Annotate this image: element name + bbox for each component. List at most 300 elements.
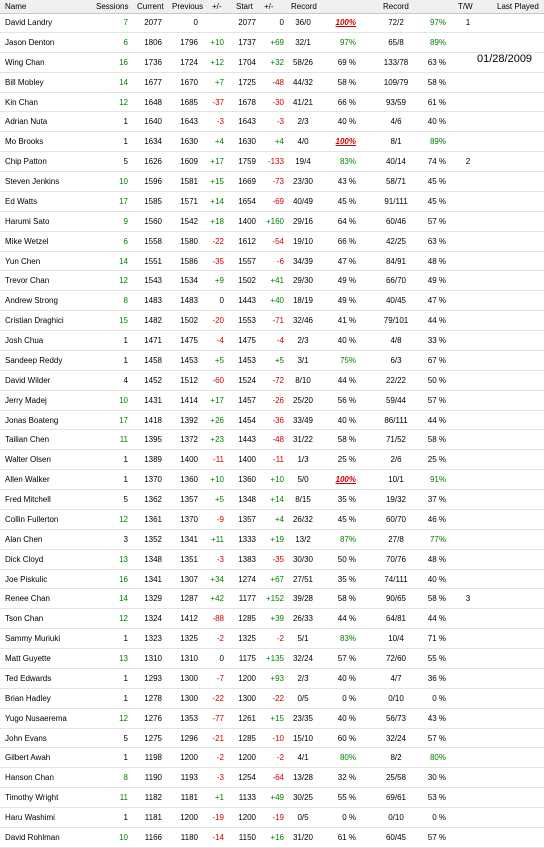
cell-record: 26/32 [292,514,314,524]
cell-sessions: 1 [123,634,128,644]
cell-current: 1626 [144,157,162,167]
cell-record2: 58/71 [385,177,407,186]
cell-delta2: +152 [265,594,284,604]
cell-pct2: 74 % [427,157,446,167]
table-row[interactable] [0,768,544,788]
cell-previous: 1586 [180,256,198,266]
cell-start: 1454 [238,415,256,425]
cell-current: 1596 [144,177,162,186]
cell-pct2: 44 % [427,415,446,425]
cell-sessions: 13 [119,554,128,564]
cell-record2: 4/7 [390,673,402,683]
cell-delta: -60 [212,375,224,385]
cell-start: 1453 [238,355,256,365]
cell-start: 1285 [238,614,256,624]
cell-pct2: 33 % [427,336,446,345]
cell-current: 1483 [144,296,162,306]
table-row[interactable] [0,13,544,33]
table-row[interactable] [0,589,544,609]
cell-previous: 1475 [180,336,198,345]
table-header [0,0,544,14]
cell-name: Haru Washimi [5,813,55,822]
cell-record2: 70/76 [385,554,407,564]
cell-sessions: 12 [119,514,128,524]
table-row[interactable] [0,808,544,828]
cell-pct1: 49 % [337,276,356,286]
cell-delta2: +4 [274,137,284,147]
header-delta[interactable]: +/- [212,2,222,11]
table-row[interactable] [0,411,544,431]
cell-record: 4/0 [297,137,309,147]
cell-pct2: 40 % [427,574,446,584]
cell-name: Renee Chan [5,594,50,604]
cell-pct1: 35 % [337,574,356,584]
cell-delta: +7 [214,77,224,87]
cell-name: David Landry [5,18,53,27]
header-name[interactable]: Name [5,2,27,11]
cell-delta2: +4 [274,514,284,524]
cell-name: Tson Chan [5,614,44,624]
table-row[interactable] [0,371,544,391]
table-row[interactable] [0,510,544,530]
cell-record2: 32/24 [385,733,407,743]
cell-previous: 1534 [180,276,198,286]
cell-record2: 72/2 [388,18,404,27]
table-row[interactable] [0,93,544,113]
report-date: 01/28/2009 [477,53,533,65]
cell-name: Collin Fullerton [5,514,59,524]
table-row[interactable] [0,788,544,808]
cell-record: 27/51 [292,574,314,584]
cell-pct2: 57 % [427,733,446,743]
table-row[interactable] [0,271,544,291]
cell-sessions: 17 [119,415,128,425]
cell-current: 1560 [144,216,162,226]
table-row[interactable] [0,430,544,450]
cell-current: 1806 [144,37,162,47]
cell-start: 1348 [238,495,256,504]
cell-pct2: 45 % [427,177,446,186]
table-row[interactable] [0,748,544,768]
cell-pct1: 69 % [337,57,356,67]
cell-sessions: 1 [123,693,128,703]
cell-delta2: +14 [270,495,284,504]
cell-record2: 0/10 [388,813,404,822]
header-current[interactable]: Current [137,2,164,11]
cell-start: 1443 [238,435,256,445]
cell-delta: +14 [210,196,224,206]
cell-pct1: 0 % [342,813,356,822]
cell-record2: 91/111 [384,196,408,206]
cell-sessions: 6 [123,236,128,246]
cell-delta2: -11 [273,455,284,465]
cell-delta: -3 [216,117,224,127]
cell-delta2: -48 [272,435,284,445]
cell-previous: 1310 [180,654,198,663]
cell-delta2: -3 [276,117,284,127]
cell-sessions: 16 [119,57,128,67]
cell-record: 23/30 [292,177,314,186]
cell-name: Sammy Muriuki [5,634,61,644]
cell-start: 1200 [238,753,256,763]
cell-delta2: -22 [272,693,284,703]
cell-previous: 1502 [180,316,198,326]
table-row[interactable] [0,331,544,351]
cell-record: 8/15 [295,495,311,504]
cell-start: 1612 [238,236,256,246]
table-row[interactable] [0,470,544,490]
cell-record2: 71/52 [385,435,407,445]
cell-delta: -4 [216,336,224,345]
table-row[interactable] [0,689,544,709]
table-row[interactable] [0,530,544,550]
table-row[interactable] [0,212,544,232]
cell-pct1: 43 % [337,177,356,186]
cell-pct1: 49 % [337,296,356,306]
cell-delta: -3 [216,554,224,564]
cell-start: 1200 [238,813,256,822]
cell-record: 0/5 [297,693,309,703]
cell-delta2: +15 [270,713,284,723]
cell-name: Mike Wetzel [5,236,49,246]
cell-delta2: -54 [272,236,284,246]
cell-record: 32/1 [295,37,311,47]
cell-pct2: 53 % [427,793,446,803]
cell-pct2: 55 % [427,654,446,663]
cell-previous: 1287 [180,594,198,604]
cell-current: 1323 [144,634,162,644]
cell-previous: 1181 [180,793,198,803]
cell-name: Kin Chan [5,97,38,107]
cell-current: 1166 [144,832,162,842]
cell-previous: 1670 [180,77,198,87]
cell-pct1: 40 % [337,336,356,345]
table-row[interactable] [0,351,544,371]
cell-current: 1431 [144,395,162,405]
cell-delta2: 0 [279,18,284,27]
cell-sessions: 5 [123,157,128,167]
cell-delta2: -36 [272,415,284,425]
cell-name: Adrian Nuta [5,117,48,127]
table-row[interactable] [0,152,544,172]
cell-name: Steven Jenkins [5,177,60,186]
cell-start: 1557 [238,256,256,266]
cell-pct2: 58 % [427,77,446,87]
table-row[interactable] [0,609,544,629]
cell-record: 23/35 [292,713,314,723]
cell-delta2: -26 [272,395,284,405]
cell-pct1: 64 % [337,216,356,226]
cell-record: 2/3 [297,673,309,683]
cell-pct1: 47 % [337,256,356,266]
cell-pct2: 48 % [427,256,446,266]
cell-start: 1383 [238,554,256,564]
cell-previous: 1193 [180,773,198,783]
cell-previous: 1483 [180,296,198,306]
cell-current: 1348 [144,554,162,564]
cell-name: Andrew Strong [5,296,58,306]
cell-record2: 56/73 [385,713,407,723]
table-row[interactable] [0,828,544,848]
header-record2[interactable]: Record [383,2,409,11]
cell-delta: 0 [219,296,224,306]
cell-sessions: 10 [119,177,128,186]
cell-start: 1457 [238,395,256,405]
cell-delta: +5 [214,495,224,504]
table-row[interactable] [0,669,544,689]
cell-name: John Evans [5,733,47,743]
cell-sessions: 14 [119,256,128,266]
cell-delta: -11 [213,455,224,465]
cell-name: Fred Mitchell [5,495,51,504]
cell-record: 13/28 [292,773,314,783]
cell-delta: -22 [212,693,224,703]
cell-pct2: 0 % [432,813,446,822]
cell-record2: 133/78 [383,57,409,67]
cell-record: 13/2 [295,534,311,544]
cell-name: Josh Chua [5,336,44,345]
cell-name: Mo Brooks [5,137,44,147]
cell-record2: 2/6 [390,455,402,465]
cell-sessions: 1 [123,673,128,683]
cell-previous: 1300 [180,673,198,683]
cell-pct2: 97% [429,18,446,27]
cell-pct1: 87% [339,534,356,544]
cell-start: 1654 [238,196,256,206]
cell-delta2: +10 [270,475,284,485]
cell-pct1: 41 % [337,316,356,326]
cell-delta: -19 [212,813,224,822]
cell-pct2: 77% [429,534,446,544]
cell-record2: 84/91 [385,256,407,266]
cell-pct2: 63 % [427,236,446,246]
cell-record: 15/10 [292,733,314,743]
table-row[interactable] [0,33,544,53]
cell-pct2: 57 % [427,395,446,405]
cell-record: 34/39 [292,256,314,266]
cell-pct1: 66 % [337,236,356,246]
cell-start: 1643 [238,117,256,127]
cell-current: 1677 [144,77,162,87]
cell-previous: 1453 [180,355,198,365]
cell-record: 2/3 [297,336,309,345]
cell-start: 1725 [238,77,256,87]
cell-start: 1261 [238,713,256,723]
cell-pct1: 35 % [337,495,356,504]
cell-pct2: 58 % [427,435,446,445]
cell-delta2: -73 [272,177,284,186]
cell-name: Gilbert Awah [5,753,51,763]
cell-start: 1524 [238,375,256,385]
cell-delta: -20 [212,316,224,326]
header-tw[interactable]: T/W [458,2,473,11]
table-row[interactable] [0,450,544,470]
cell-delta: -7 [216,673,224,683]
cell-start: 1133 [238,793,256,803]
cell-name: Jerry Madej [5,395,47,405]
cell-start: 1759 [238,157,256,167]
table-row[interactable] [0,629,544,649]
cell-sessions: 1 [123,813,128,822]
cell-delta: -3 [216,773,224,783]
cell-record: 44/32 [292,77,314,87]
cell-pct2: 67 % [427,355,446,365]
table-row[interactable] [0,112,544,132]
cell-sessions: 8 [123,773,128,783]
cell-delta2: -2 [276,753,284,763]
table-row[interactable] [0,709,544,729]
cell-pct2: 37 % [427,495,446,504]
cell-record: 31/22 [292,435,314,445]
cell-record: 39/28 [292,594,314,604]
cell-pct2: 57 % [427,832,446,842]
cell-pct1: 56 % [337,395,356,405]
cell-delta2: +93 [270,673,284,683]
cell-current: 1275 [144,733,162,743]
cell-previous: 1580 [180,236,198,246]
cell-sessions: 1 [123,475,128,485]
cell-pct1: 50 % [337,554,356,564]
cell-delta2: +69 [270,37,284,47]
cell-name: Matt Guyette [5,654,51,663]
cell-pct1: 58 % [337,77,356,87]
header-delta2[interactable]: +/- [264,2,274,11]
cell-delta: +23 [210,435,224,445]
cell-previous: 0 [193,18,198,27]
table-row[interactable] [0,570,544,590]
cell-delta: -88 [212,614,224,624]
table-row[interactable] [0,132,544,152]
cell-delta: +18 [210,216,224,226]
cell-current: 1370 [144,475,162,485]
header-previous[interactable]: Previous [172,2,204,11]
cell-current: 1543 [144,276,162,286]
cell-record2: 69/61 [385,793,407,803]
table-row[interactable] [0,53,544,73]
cell-pct2: 91% [429,475,446,485]
cell-start: 1300 [238,693,256,703]
cell-pct1: 45 % [337,196,356,206]
cell-previous: 1685 [180,97,198,107]
cell-record: 0/5 [297,813,309,822]
cell-previous: 1300 [180,693,198,703]
cell-record2: 79/101 [383,316,409,326]
cell-previous: 1796 [180,37,198,47]
cell-delta2: -71 [272,316,284,326]
table-row[interactable] [0,252,544,272]
cell-pct1: 75% [339,355,356,365]
cell-previous: 1392 [180,415,198,425]
cell-pct2: 48 % [427,554,446,564]
header-record[interactable]: Record [291,2,317,11]
cell-record2: 60/70 [385,514,407,524]
table-row[interactable] [0,550,544,570]
cell-current: 1352 [144,534,162,544]
cell-delta2: -19 [272,813,284,822]
cell-sessions: 5 [123,733,128,743]
cell-tw: 1 [465,18,471,27]
cell-name: Brian Hadley [5,693,51,703]
table-row[interactable] [0,391,544,411]
cell-current: 1551 [144,256,162,266]
cell-delta2: -64 [272,773,284,783]
cell-sessions: 11 [119,435,128,445]
cell-current: 1329 [144,594,162,604]
cell-name: Wing Chan [5,57,45,67]
cell-start: 1274 [238,574,256,584]
cell-sessions: 10 [119,832,128,842]
table-row[interactable] [0,192,544,212]
cell-sessions: 14 [119,77,128,87]
cell-name: David Wilder [5,375,51,385]
cell-name: Sandeep Reddy [5,355,63,365]
table-row[interactable] [0,291,544,311]
cell-record2: 6/3 [390,355,402,365]
cell-delta: +4 [214,137,224,147]
cell-record2: 86/111 [384,415,408,425]
cell-current: 2077 [144,18,162,27]
cell-record: 33/49 [292,415,314,425]
cell-sessions: 6 [123,37,128,47]
table-row[interactable] [0,232,544,252]
cell-pct1: 58 % [337,594,356,604]
table-row[interactable] [0,172,544,192]
cell-sessions: 13 [119,654,128,663]
header-last-played[interactable]: Last Played [497,2,539,11]
header-start[interactable]: Start [236,2,253,11]
cell-record: 32/46 [292,316,314,326]
table-row[interactable] [0,649,544,669]
cell-current: 1634 [144,137,162,147]
header-sessions[interactable]: Sessions [96,2,129,11]
cell-tw: 2 [465,157,471,167]
cell-record2: 10/1 [388,475,404,485]
cell-previous: 1370 [180,514,198,524]
table-row[interactable] [0,729,544,749]
cell-delta: -2 [216,634,224,644]
cell-sessions: 4 [123,375,128,385]
cell-pct2: 89% [429,137,446,147]
cell-previous: 1571 [180,196,198,206]
cell-previous: 1412 [180,614,198,624]
table-row[interactable] [0,73,544,93]
cell-record: 30/30 [292,554,314,564]
cell-start: 1175 [238,654,256,663]
cell-pct2: 58 % [427,594,446,604]
cell-pct1: 25 % [337,455,356,465]
table-row[interactable] [0,490,544,510]
table-row[interactable] [0,311,544,331]
cell-record2: 8/1 [390,137,402,147]
cell-delta: +5 [214,355,224,365]
cell-record2: 27/8 [388,534,404,544]
cell-record2: 0/10 [388,693,404,703]
cell-delta2: -72 [272,375,284,385]
cell-current: 1418 [144,415,162,425]
cell-record: 19/4 [295,157,311,167]
cell-pct1: 58 % [337,435,356,445]
cell-start: 1704 [238,57,256,67]
cell-delta: +15 [210,177,224,186]
cell-current: 1324 [144,614,162,624]
cell-pct1: 97% [339,37,356,47]
cell-pct1: 40 % [337,415,356,425]
cell-name: Jonas Boateng [5,415,59,425]
cell-delta: +17 [210,157,224,167]
cell-record2: 4/6 [390,117,402,127]
cell-delta2: +19 [270,534,284,544]
cell-tw: 3 [465,594,471,604]
